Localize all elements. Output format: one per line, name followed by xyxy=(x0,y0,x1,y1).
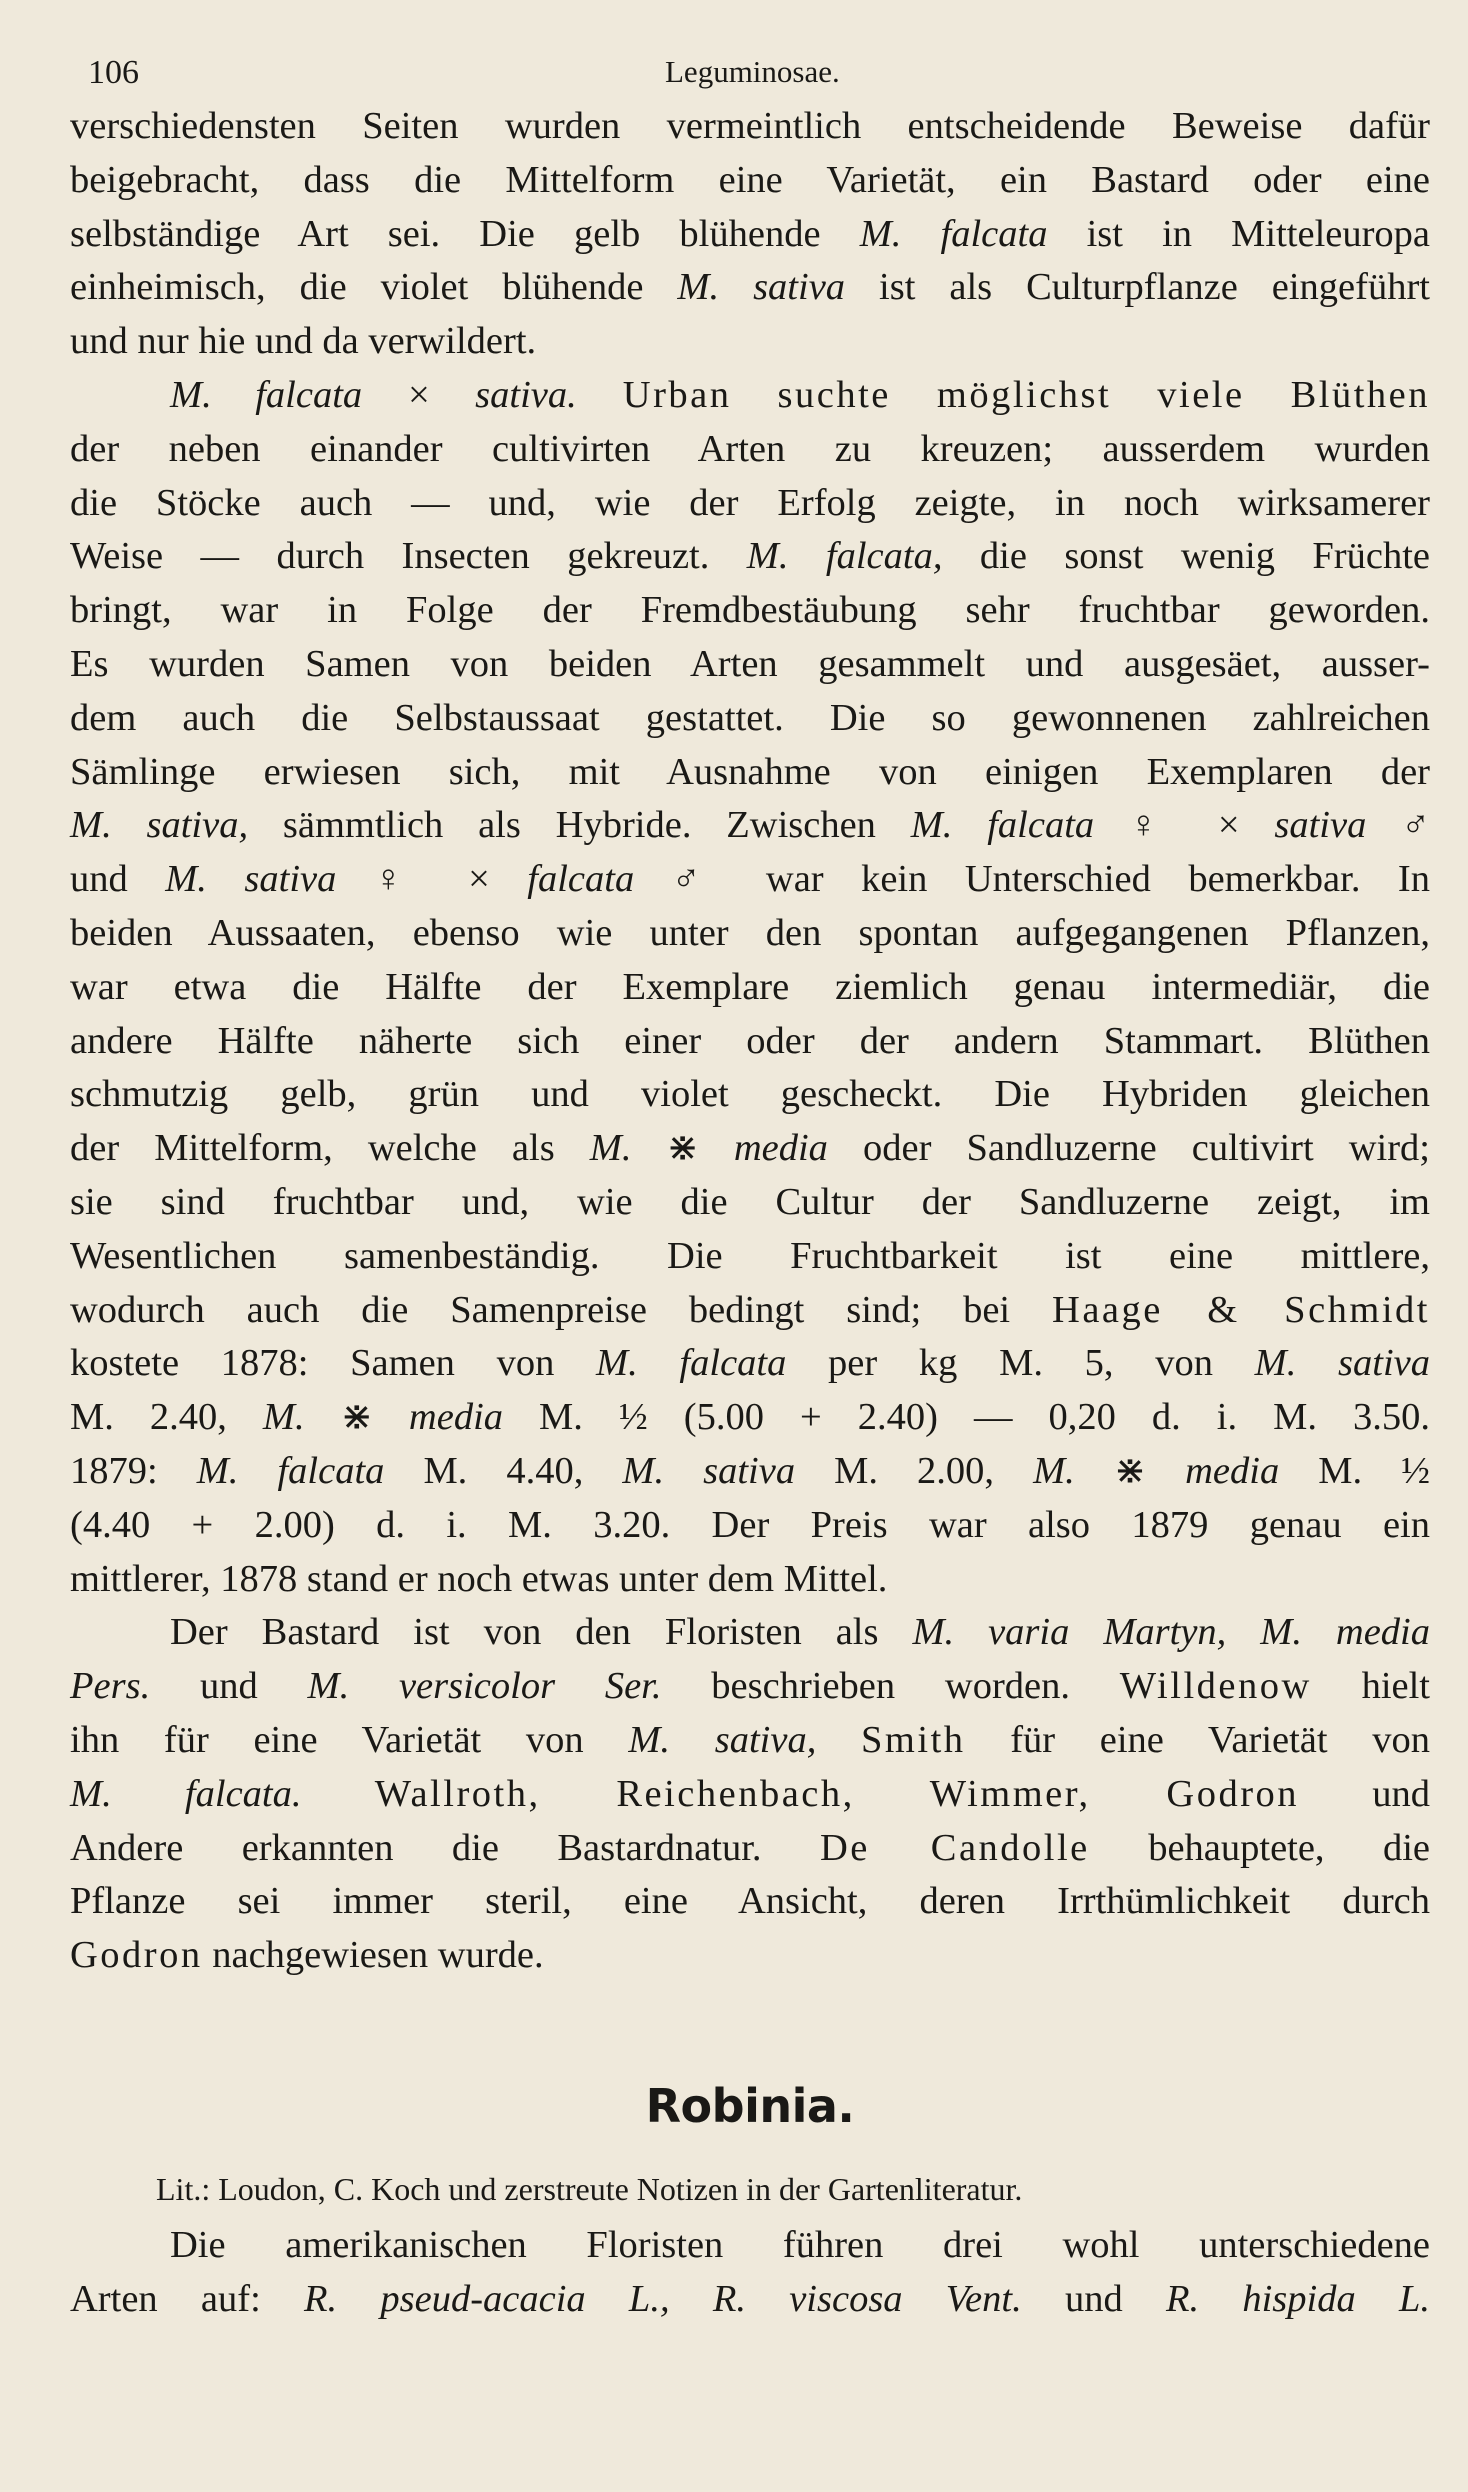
running-head: Leguminosae. xyxy=(665,54,840,89)
page-number: 106 xyxy=(88,54,139,91)
text-line: Pers. und M. versicolor Ser. beschrieben worden. Willdenow hielt xyxy=(70,1665,1430,1708)
text-line: M. falcata. Wallroth, Reichenbach, Wimmer, Godron und xyxy=(70,1772,1431,1815)
literature-note: Lit.: Loudon, C. Koch und zerstreute Notizen in der Gartenliteratur. xyxy=(156,2170,1023,2207)
text-line: beigebracht, dass die Mittelform eine Varietät, ein Bastard oder eine xyxy=(70,158,1430,201)
text-line: M. 2.40, M. ⋇ media M. ½ (5.00 + 2.40) — 0,20 d. i. M. 3.50. xyxy=(70,1396,1430,1439)
text-line: Godron nachgewiesen wurde. xyxy=(70,1934,544,1977)
paragraph-1 xyxy=(70,100,1430,369)
text-line: mittlerer, 1878 stand er noch etwas unter dem Mittel. xyxy=(70,1557,888,1600)
text-line: und nur hie und da verwildert. xyxy=(70,320,537,363)
text-line: selbständige Art sei. Die gelb blühende M. falcata ist in Mitteleuropa xyxy=(70,212,1431,255)
text-line: M. sativa, sämmtlich als Hybride. Zwischen M. falcata ♀ × sativa ♂ xyxy=(70,804,1431,847)
paragraph-3 xyxy=(70,1606,1430,1983)
text-line: Die amerikanischen Floristen führen drei wohl unterschiedene xyxy=(170,2223,1430,2266)
text-line: ihn für eine Varietät von M. sativa, Smith für eine Varietät von xyxy=(70,1718,1431,1761)
text-line: Pflanze sei immer steril, eine Ansicht, deren Irrthümlichkeit durch xyxy=(70,1880,1430,1923)
paragraph-2 xyxy=(70,369,1430,1606)
text-line: schmutzig gelb, grün und violet gescheckt. Die Hybriden gleichen xyxy=(70,1073,1430,1116)
book-page xyxy=(70,40,1430,2326)
text-line: Arten auf: R. pseud-acacia L., R. viscosa Vent. und R. hispida L. xyxy=(70,2277,1431,2320)
text-line: Es wurden Samen von beiden Arten gesammelt und ausgesäet, ausser- xyxy=(70,642,1430,685)
text-line: (4.40 + 2.00) d. i. M. 3.20. Der Preis war also 1879 genau ein xyxy=(70,1503,1430,1546)
text-line: und M. sativa ♀ × falcata ♂ war kein Unterschied bemerkbar. In xyxy=(70,858,1430,901)
text-line: verschiedensten Seiten wurden vermeintlich entscheidende Beweise dafür xyxy=(70,105,1430,147)
text-line: andere Hälfte näherte sich einer oder der andern Stammart. Blüthen xyxy=(70,1019,1430,1062)
section-title: Robinia. xyxy=(645,2078,855,2133)
text-line: Andere erkannten die Bastardnatur. De Candolle behauptete, die xyxy=(70,1826,1431,1869)
text-line: kostete 1878: Samen von M. falcata per kg M. 5, von M. sativa xyxy=(70,1342,1430,1385)
text-line: bringt, war in Folge der Fremdbestäubung sehr fruchtbar geworden. xyxy=(70,589,1430,632)
text-line: dem auch die Selbstaussaat gestattet. Die so gewonnenen zahlreichen xyxy=(70,696,1430,739)
text-line: der neben einander cultivirten Arten zu kreuzen; ausserdem wurden xyxy=(70,427,1430,470)
text-line: war etwa die Hälfte der Exemplare ziemlich genau intermediär, die xyxy=(70,965,1430,1008)
paragraph-4 xyxy=(70,2219,1430,2327)
text-line: einheimisch, die violet blühende M. sativa ist als Culturpflanze eingeführt xyxy=(70,266,1430,309)
text-line: die Stöcke auch — und, wie der Erfolg zeigte, in noch wirksamerer xyxy=(70,481,1430,524)
text-line: beiden Aussaaten, ebenso wie unter den spontan aufgegangenen Pflanzen, xyxy=(70,911,1430,954)
text-line: Weise — durch Insecten gekreuzt. M. falcata, die sonst wenig Früchte xyxy=(70,535,1431,578)
text-line: 1879: M. falcata M. 4.40, M. sativa M. 2.00, M. ⋇ media M. ½ xyxy=(70,1449,1431,1492)
text-line: Sämlinge erwiesen sich, mit Ausnahme von einigen Exemplaren der xyxy=(70,750,1430,793)
text-line: M. falcata × sativa. Urban suchte möglichst viele Blüthen xyxy=(170,373,1430,416)
page-header xyxy=(70,40,1430,100)
text-line: Wesentlichen samenbeständig. Die Fruchtbarkeit ist eine mittlere, xyxy=(70,1234,1430,1277)
text-line: wodurch auch die Samenpreise bedingt sind; bei Haage & Schmidt xyxy=(70,1288,1430,1331)
text-line: der Mittelform, welche als M. ⋇ media oder Sandluzerne cultivirt wird; xyxy=(70,1127,1430,1170)
text-line: sie sind fruchtbar und, wie die Cultur der Sandluzerne zeigt, im xyxy=(70,1180,1430,1223)
text-line: Der Bastard ist von den Floristen als M. varia Martyn, M. media xyxy=(170,1611,1430,1654)
